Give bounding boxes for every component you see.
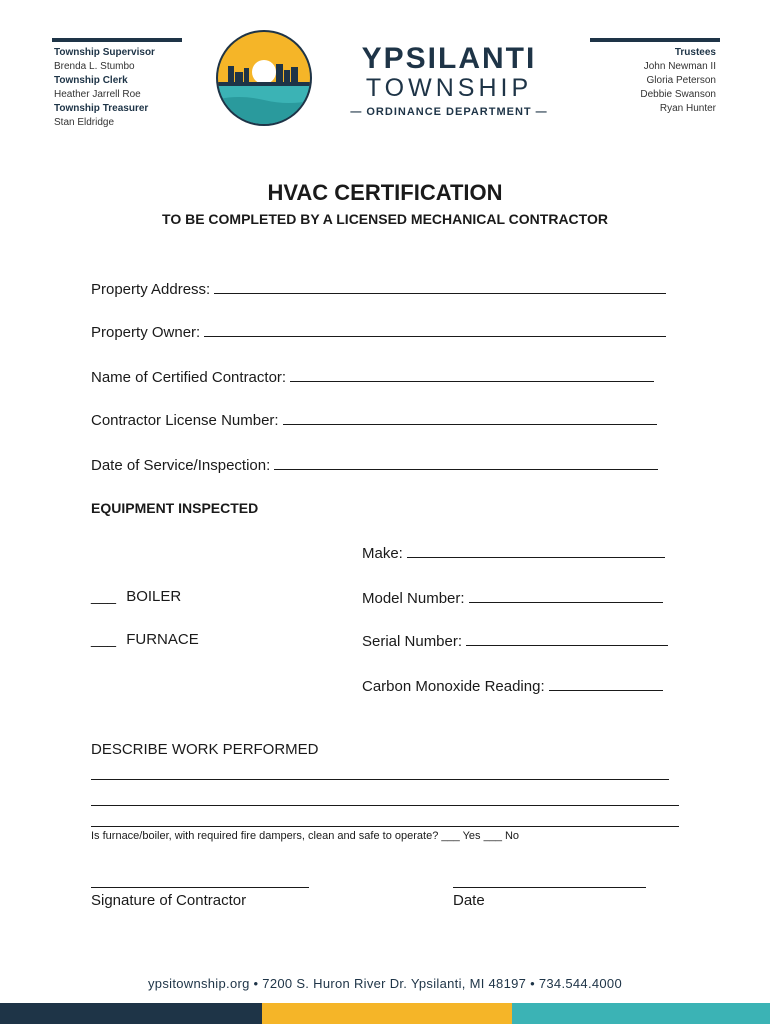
work-line-1[interactable] <box>91 779 669 780</box>
license-number-line[interactable] <box>283 410 657 425</box>
footer-bar-navy <box>0 1003 262 1024</box>
official-name: Brenda L. Stumbo <box>54 61 135 72</box>
date-of-service-line[interactable] <box>274 455 658 470</box>
date-line[interactable] <box>453 887 646 888</box>
furnace-checkbox-blank[interactable]: ___ <box>91 631 117 648</box>
logo-line-department: — ORDINANCE DEPARTMENT — <box>350 106 548 118</box>
trustee-name: John Newman II <box>643 61 716 72</box>
header-right-rule <box>590 38 720 42</box>
trustees <box>640 46 716 116</box>
boiler-checkbox-blank[interactable]: ___ <box>91 588 117 605</box>
contractor-name-line[interactable] <box>290 367 654 382</box>
boiler-label: BOILER <box>126 588 182 605</box>
serial-number-line[interactable] <box>466 631 668 646</box>
co-reading-line[interactable] <box>549 676 663 691</box>
make-line[interactable] <box>407 543 665 558</box>
footer-bar-gold <box>262 1003 512 1024</box>
footer-contact: ypsitownship.org • 7200 S. Huron River Dr. Ypsilanti, MI 48197 • 734.544.4000 <box>148 976 622 991</box>
equipment-heading: EQUIPMENT INSPECTED <box>91 500 259 516</box>
property-address-label: Property Address: <box>91 281 211 298</box>
make-field[interactable] <box>362 543 665 562</box>
furnace-option[interactable] <box>91 631 199 648</box>
header-left-rule <box>52 38 182 42</box>
license-number-label: Contractor License Number: <box>91 412 279 429</box>
contractor-name-label: Name of Certified Contractor: <box>91 369 287 386</box>
trustee-name: Debbie Swanson <box>640 89 716 100</box>
license-number-field[interactable] <box>91 410 657 429</box>
serial-number-label: Serial Number: <box>362 633 463 650</box>
co-reading-label: Carbon Monoxide Reading: <box>362 678 545 695</box>
trustee-name: Ryan Hunter <box>659 103 716 114</box>
trustees-role: Trustees <box>674 47 716 58</box>
official-name: Stan Eldridge <box>54 117 115 128</box>
work-line-2[interactable] <box>91 805 679 806</box>
property-owner-line[interactable] <box>204 322 666 337</box>
official-role: Township Treasurer <box>54 103 149 114</box>
official-name: Heather Jarrell Roe <box>54 89 141 100</box>
co-reading-field[interactable] <box>362 676 663 695</box>
property-address-field[interactable] <box>91 279 666 298</box>
signature-label: Signature of Contractor <box>91 892 247 909</box>
signature-line[interactable] <box>91 887 309 888</box>
date-label: Date <box>453 892 485 909</box>
date-of-service-field[interactable] <box>91 455 658 474</box>
serial-number-field[interactable] <box>362 631 668 650</box>
official-role: Township Clerk <box>54 75 128 86</box>
official-role: Township Supervisor <box>54 47 155 58</box>
furnace-label: FURNACE <box>126 631 199 648</box>
page-title: HVAC CERTIFICATION <box>267 180 503 205</box>
township-logo-text <box>334 44 564 120</box>
logo-line-ypsilanti: YPSILANTI <box>361 42 537 75</box>
contractor-name-field[interactable] <box>91 367 654 386</box>
work-line-3[interactable] <box>91 826 679 827</box>
model-number-field[interactable] <box>362 588 663 607</box>
property-address-line[interactable] <box>214 279 666 294</box>
model-number-label: Model Number: <box>362 590 465 607</box>
officials-left <box>54 46 155 130</box>
footer-bar-teal <box>512 1003 770 1024</box>
boiler-option[interactable] <box>91 588 181 605</box>
model-number-line[interactable] <box>469 588 663 603</box>
township-logo-icon <box>214 28 324 128</box>
make-label: Make: <box>362 545 403 562</box>
date-of-service-label: Date of Service/Inspection: <box>91 457 271 474</box>
logo-line-township: TOWNSHIP <box>365 74 533 102</box>
work-heading: DESCRIBE WORK PERFORMED <box>91 741 319 758</box>
safety-question[interactable]: Is furnace/boiler, with required fire dampers, clean and safe to operate? ___ Yes ___ No <box>91 830 520 842</box>
property-owner-label: Property Owner: <box>91 324 201 341</box>
page-subtitle: TO BE COMPLETED BY A LICENSED MECHANICAL CONTRACTOR <box>162 211 608 227</box>
property-owner-field[interactable] <box>91 322 666 341</box>
trustee-name: Gloria Peterson <box>646 75 716 86</box>
